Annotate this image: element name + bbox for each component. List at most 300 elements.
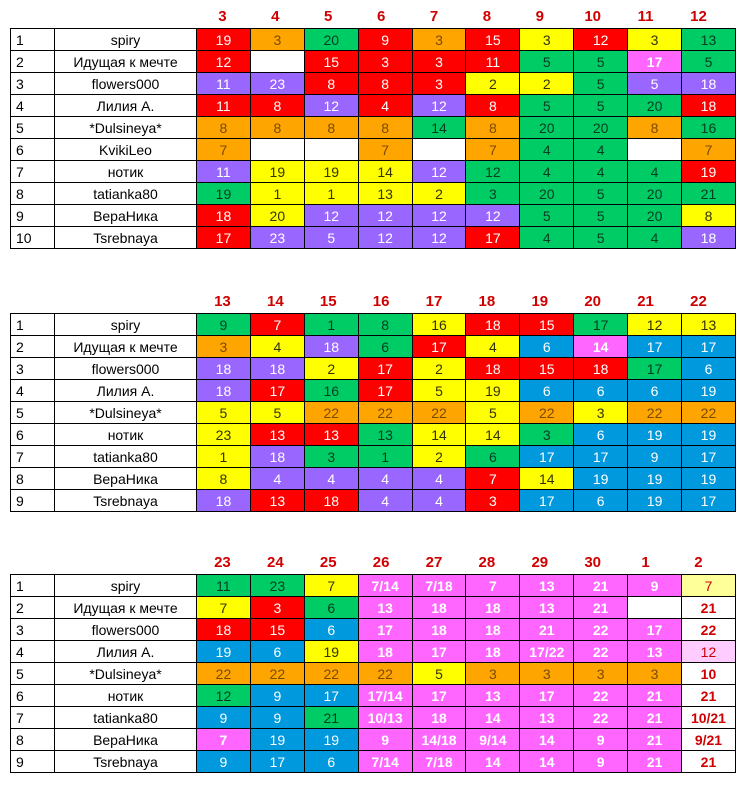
day-header: 25 — [319, 554, 337, 571]
score-cell: 12 — [412, 205, 466, 227]
player-name: Идущая к мечте — [55, 336, 197, 358]
score-cell: 4 — [574, 139, 628, 161]
day-header: 18 — [478, 293, 496, 310]
score-cell: 7/14 — [358, 575, 412, 597]
score-cell: 13 — [250, 424, 304, 446]
score-cell: 21 — [682, 751, 736, 773]
score-cell: 18 — [358, 641, 412, 663]
score-cell: 12 — [466, 205, 520, 227]
day-header: 19 — [531, 293, 549, 310]
score-cell: 11 — [197, 575, 251, 597]
score-cell: 21 — [304, 707, 358, 729]
score-cell: 9 — [197, 314, 251, 336]
score-cell: 7/18 — [412, 575, 466, 597]
player-name: Идущая к мечте — [55, 51, 197, 73]
score-cell: 10 — [682, 663, 736, 685]
score-cell: 20 — [574, 117, 628, 139]
score-cell: 21 — [574, 575, 628, 597]
score-cell: 13 — [520, 707, 574, 729]
table-block-1 — [10, 4, 736, 249]
score-cell: 12 — [358, 227, 412, 249]
score-cell: 2 — [304, 358, 358, 380]
score-cell: 2 — [412, 358, 466, 380]
score-cell: 20 — [304, 29, 358, 51]
score-cell: 9 — [628, 575, 682, 597]
day-header: 17 — [425, 293, 443, 310]
score-cell: 2 — [412, 183, 466, 205]
score-cell: 6 — [520, 380, 574, 402]
score-cell: 17 — [520, 446, 574, 468]
day-header: 28 — [478, 554, 496, 571]
score-cell: 3 — [520, 663, 574, 685]
player-name: *Dulsineya* — [55, 117, 197, 139]
score-cell: 16 — [682, 117, 736, 139]
score-cell: 5 — [574, 51, 628, 73]
score-cell: 10/21 — [682, 707, 736, 729]
day-header: 1 — [641, 554, 650, 571]
player-name: tatianka80 — [55, 707, 197, 729]
score-cell: 14 — [520, 751, 574, 773]
score-cell: 18 — [197, 358, 251, 380]
row-number: 9 — [11, 205, 55, 227]
score-cell: 7 — [304, 575, 358, 597]
score-cell: 4 — [628, 227, 682, 249]
score-cell: 8 — [682, 205, 736, 227]
score-cell: 18 — [466, 314, 520, 336]
score-cell: 22 — [412, 402, 466, 424]
score-cell: 15 — [520, 314, 574, 336]
score-cell: 12 — [304, 95, 358, 117]
score-cell: 19 — [628, 424, 682, 446]
player-name: flowers000 — [55, 73, 197, 95]
row-number: 8 — [11, 468, 55, 490]
player-name: Лилия А. — [55, 380, 197, 402]
row-number: 1 — [11, 314, 55, 336]
row-number: 7 — [11, 707, 55, 729]
score-cell: 6 — [628, 380, 682, 402]
score-cell: 7 — [197, 597, 251, 619]
day-header: 29 — [531, 554, 549, 571]
score-cell: 22 — [197, 663, 251, 685]
score-cell: 13 — [304, 424, 358, 446]
score-cell: 22 — [682, 402, 736, 424]
score-cell: 12 — [628, 314, 682, 336]
player-name: tatianka80 — [55, 183, 197, 205]
table-row — [11, 117, 736, 139]
row-number: 4 — [11, 641, 55, 663]
score-cell: 4 — [358, 468, 412, 490]
day-header-row — [10, 289, 736, 313]
score-cell: 12 — [412, 95, 466, 117]
score-cell: 17 — [412, 685, 466, 707]
row-number: 2 — [11, 51, 55, 73]
score-cell: 11 — [197, 95, 251, 117]
score-cell: 13 — [358, 597, 412, 619]
score-cell: 17 — [682, 490, 736, 512]
score-cell: 13 — [682, 314, 736, 336]
score-cell: 19 — [682, 380, 736, 402]
score-cell: 18 — [304, 336, 358, 358]
score-cell: 19 — [304, 641, 358, 663]
score-cell: 9 — [250, 707, 304, 729]
table-row — [11, 95, 736, 117]
day-header: 9 — [535, 8, 544, 25]
score-cell: 3 — [574, 663, 628, 685]
score-cell: 5 — [412, 663, 466, 685]
score-cell: 5 — [574, 205, 628, 227]
score-cell: 12 — [466, 161, 520, 183]
score-cell: 4 — [358, 490, 412, 512]
score-cell: 3 — [466, 490, 520, 512]
score-cell: 7/14 — [358, 751, 412, 773]
score-cell: 21 — [682, 183, 736, 205]
score-cell: 17 — [574, 446, 628, 468]
score-cell: 19 — [250, 161, 304, 183]
score-cell: 8 — [628, 117, 682, 139]
score-cell: 22 — [358, 663, 412, 685]
day-header: 30 — [584, 554, 602, 571]
score-cell: 5 — [682, 51, 736, 73]
table-row — [11, 575, 736, 597]
table-row — [11, 73, 736, 95]
row-number: 5 — [11, 117, 55, 139]
score-cell: 3 — [520, 424, 574, 446]
score-cell: 17 — [628, 358, 682, 380]
score-table — [10, 313, 736, 512]
day-header: 14 — [266, 293, 284, 310]
score-cell: 22 — [574, 619, 628, 641]
score-cell: 7 — [197, 139, 251, 161]
score-cell: 18 — [412, 619, 466, 641]
row-number: 4 — [11, 380, 55, 402]
score-cell — [304, 139, 358, 161]
player-name: нотик — [55, 161, 197, 183]
row-number: 2 — [11, 597, 55, 619]
score-cell: 15 — [466, 29, 520, 51]
player-name: *Dulsineya* — [55, 402, 197, 424]
player-name: ВераНика — [55, 205, 197, 227]
score-cell: 17 — [520, 685, 574, 707]
score-cell: 18 — [682, 73, 736, 95]
score-cell: 4 — [412, 468, 466, 490]
score-cell: 1 — [250, 183, 304, 205]
table-row — [11, 729, 736, 751]
row-number: 10 — [11, 227, 55, 249]
score-cell: 8 — [358, 73, 412, 95]
score-cell: 6 — [304, 619, 358, 641]
score-cell: 13 — [520, 597, 574, 619]
score-cell: 12 — [197, 51, 251, 73]
score-cell: 18 — [466, 597, 520, 619]
player-name: нотик — [55, 424, 197, 446]
score-cell — [628, 597, 682, 619]
score-cell: 20 — [250, 205, 304, 227]
score-cell: 8 — [304, 117, 358, 139]
score-cell: 19 — [466, 380, 520, 402]
day-header: 15 — [319, 293, 337, 310]
score-cell: 9 — [358, 729, 412, 751]
score-cell: 22 — [358, 402, 412, 424]
score-cell: 8 — [197, 468, 251, 490]
score-cell: 17 — [628, 619, 682, 641]
score-cell: 5 — [197, 402, 251, 424]
score-cell: 14 — [358, 161, 412, 183]
score-cell: 22 — [304, 402, 358, 424]
score-cell: 10/13 — [358, 707, 412, 729]
score-cell: 6 — [574, 424, 628, 446]
score-cell: 3 — [412, 73, 466, 95]
score-cell: 13 — [682, 29, 736, 51]
score-cell: 2 — [466, 73, 520, 95]
score-cell: 20 — [628, 183, 682, 205]
score-cell: 11 — [197, 73, 251, 95]
row-number: 8 — [11, 183, 55, 205]
day-header: 5 — [324, 8, 333, 25]
score-cell: 8 — [304, 73, 358, 95]
score-cell: 3 — [412, 51, 466, 73]
score-cell: 20 — [520, 117, 574, 139]
score-cell: 7 — [682, 139, 736, 161]
player-name: ВераНика — [55, 729, 197, 751]
score-cell: 13 — [250, 490, 304, 512]
row-number: 4 — [11, 95, 55, 117]
score-cell: 9/21 — [682, 729, 736, 751]
score-cell: 17 — [358, 619, 412, 641]
score-cell: 20 — [628, 95, 682, 117]
player-name: spiry — [55, 575, 197, 597]
day-header: 2 — [694, 554, 703, 571]
day-header: 11 — [637, 8, 654, 25]
score-cell: 17 — [304, 685, 358, 707]
score-cell: 23 — [250, 227, 304, 249]
score-cell: 3 — [250, 29, 304, 51]
table-row — [11, 161, 736, 183]
score-cell: 3 — [628, 663, 682, 685]
score-cell: 4 — [628, 161, 682, 183]
score-cell: 17 — [628, 51, 682, 73]
score-cell: 7 — [250, 314, 304, 336]
score-cell: 18 — [197, 205, 251, 227]
score-cell: 18 — [250, 446, 304, 468]
score-cell: 11 — [197, 161, 251, 183]
table-row — [11, 751, 736, 773]
score-cell: 6 — [520, 336, 574, 358]
day-header: 3 — [218, 8, 227, 25]
score-cell: 22 — [574, 707, 628, 729]
score-cell: 17 — [628, 336, 682, 358]
score-cell: 12 — [358, 205, 412, 227]
score-cell: 4 — [574, 161, 628, 183]
score-cell: 8 — [358, 314, 412, 336]
score-cell: 21 — [628, 707, 682, 729]
score-cell: 5 — [466, 402, 520, 424]
day-header: 13 — [214, 293, 231, 310]
score-cell: 1 — [358, 446, 412, 468]
score-cell: 1 — [304, 183, 358, 205]
score-cell: 15 — [520, 358, 574, 380]
score-cell: 22 — [574, 685, 628, 707]
score-cell: 8 — [466, 117, 520, 139]
score-cell: 18 — [682, 95, 736, 117]
score-cell: 8 — [358, 117, 412, 139]
score-cell: 3 — [628, 29, 682, 51]
score-cell: 9 — [574, 729, 628, 751]
player-name: Идущая к мечте — [55, 597, 197, 619]
row-number: 3 — [11, 619, 55, 641]
score-cell — [628, 139, 682, 161]
score-cell: 21 — [628, 751, 682, 773]
score-cell: 3 — [250, 597, 304, 619]
table-row — [11, 227, 736, 249]
score-cell: 20 — [520, 183, 574, 205]
table-row — [11, 468, 736, 490]
score-cell: 13 — [628, 641, 682, 663]
score-cell: 4 — [466, 336, 520, 358]
score-cell: 4 — [304, 468, 358, 490]
row-number: 5 — [11, 402, 55, 424]
row-number: 3 — [11, 73, 55, 95]
score-cell: 19 — [304, 161, 358, 183]
score-cell — [412, 139, 466, 161]
score-cell: 21 — [628, 685, 682, 707]
score-cell: 22 — [628, 402, 682, 424]
score-cell: 7 — [682, 575, 736, 597]
score-cell: 12 — [412, 227, 466, 249]
score-cell: 5 — [574, 95, 628, 117]
score-cell: 22 — [574, 641, 628, 663]
score-cell: 19 — [682, 424, 736, 446]
score-cell: 13 — [466, 685, 520, 707]
day-header: 6 — [376, 8, 386, 25]
score-cell: 4 — [520, 227, 574, 249]
row-number: 6 — [11, 139, 55, 161]
score-cell: 7 — [466, 468, 520, 490]
table-row — [11, 29, 736, 51]
score-cell: 7 — [197, 729, 251, 751]
player-name: *Dulsineya* — [55, 663, 197, 685]
day-header-row — [10, 4, 736, 28]
row-number: 2 — [11, 336, 55, 358]
score-cell: 22 — [520, 402, 574, 424]
player-name: flowers000 — [55, 619, 197, 641]
score-cell: 3 — [574, 402, 628, 424]
score-cell: 3 — [358, 51, 412, 73]
score-cell: 14 — [574, 336, 628, 358]
score-cell: 12 — [574, 29, 628, 51]
score-cell: 4 — [520, 139, 574, 161]
score-cell: 5 — [304, 227, 358, 249]
table-row — [11, 490, 736, 512]
player-name: flowers000 — [55, 358, 197, 380]
score-cell: 17 — [682, 336, 736, 358]
score-cell: 18 — [304, 490, 358, 512]
score-cell: 19 — [682, 468, 736, 490]
day-header: 12 — [690, 8, 707, 25]
score-cell: 17 — [250, 380, 304, 402]
day-header: 4 — [271, 8, 280, 25]
score-cell: 5 — [574, 183, 628, 205]
score-cell: 2 — [520, 73, 574, 95]
score-cell: 17 — [358, 380, 412, 402]
table-row — [11, 446, 736, 468]
score-cell: 23 — [197, 424, 251, 446]
score-cell: 4 — [412, 490, 466, 512]
score-cell: 9 — [197, 707, 251, 729]
score-cell: 19 — [197, 183, 251, 205]
score-cell: 15 — [250, 619, 304, 641]
score-cell: 4 — [358, 95, 412, 117]
score-cell: 9 — [628, 446, 682, 468]
score-cell: 1 — [197, 446, 251, 468]
day-header: 8 — [482, 8, 492, 25]
score-cell: 7 — [358, 139, 412, 161]
score-cell: 6 — [682, 358, 736, 380]
table-row — [11, 183, 736, 205]
day-header-row — [10, 550, 736, 574]
score-cell: 6 — [358, 336, 412, 358]
score-cell: 3 — [304, 446, 358, 468]
score-cell: 14 — [466, 424, 520, 446]
score-cell: 6 — [304, 751, 358, 773]
player-name: нотик — [55, 685, 197, 707]
score-cell: 21 — [628, 729, 682, 751]
score-cell: 8 — [466, 95, 520, 117]
player-name: spiry — [55, 29, 197, 51]
score-cell: 17 — [197, 227, 251, 249]
table-row — [11, 314, 736, 336]
table-block-2 — [10, 289, 736, 512]
score-cell: 17 — [520, 490, 574, 512]
score-cell: 18 — [412, 707, 466, 729]
day-header: 10 — [584, 8, 602, 25]
score-cell: 5 — [628, 73, 682, 95]
score-cell: 6 — [574, 490, 628, 512]
table-row — [11, 205, 736, 227]
score-cell: 23 — [250, 575, 304, 597]
score-cell: 18 — [466, 358, 520, 380]
score-cell: 9 — [358, 29, 412, 51]
score-cell: 8 — [197, 117, 251, 139]
score-cell: 18 — [197, 490, 251, 512]
score-cell: 3 — [466, 663, 520, 685]
day-header: 23 — [214, 554, 231, 571]
score-cell: 19 — [304, 729, 358, 751]
day-header: 26 — [372, 554, 390, 571]
score-cell: 5 — [520, 95, 574, 117]
score-cell: 19 — [628, 468, 682, 490]
table-row — [11, 707, 736, 729]
score-cell: 13 — [358, 424, 412, 446]
score-cell: 13 — [358, 183, 412, 205]
row-number: 7 — [11, 446, 55, 468]
score-cell: 5 — [520, 205, 574, 227]
player-name: Лилия А. — [55, 95, 197, 117]
score-cell: 22 — [682, 619, 736, 641]
score-cell: 18 — [466, 619, 520, 641]
table-row — [11, 51, 736, 73]
table-row — [11, 597, 736, 619]
table-row — [11, 685, 736, 707]
score-cell: 16 — [304, 380, 358, 402]
score-cell: 18 — [197, 619, 251, 641]
score-cell: 17 — [250, 751, 304, 773]
row-number: 7 — [11, 161, 55, 183]
score-cell: 5 — [574, 73, 628, 95]
score-cell: 21 — [520, 619, 574, 641]
score-cell: 18 — [682, 227, 736, 249]
score-cell: 1 — [304, 314, 358, 336]
score-cell: 14 — [466, 751, 520, 773]
